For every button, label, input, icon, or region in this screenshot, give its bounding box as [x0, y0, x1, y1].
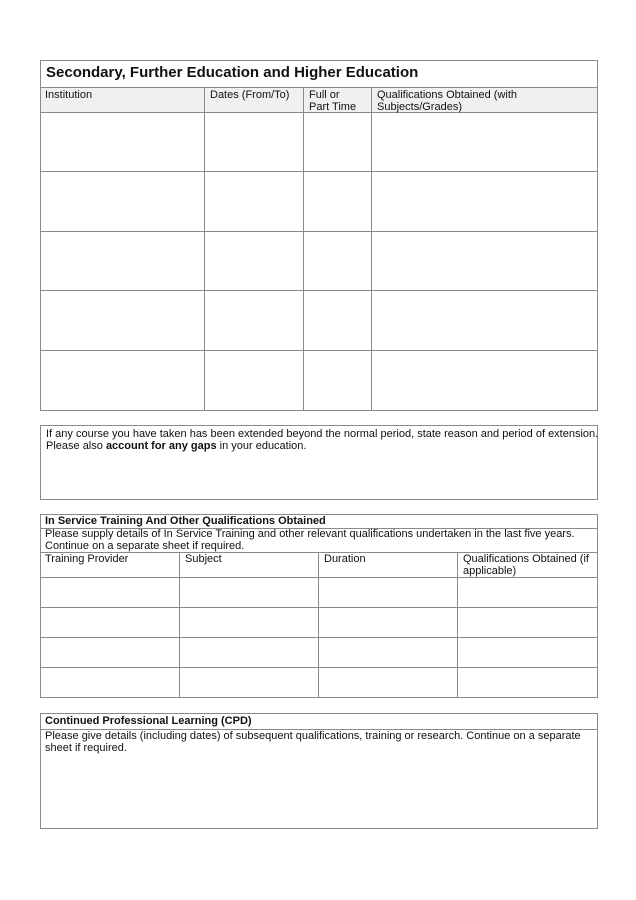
training-section-title: In Service Training And Other Qualifications Obtained: [45, 515, 326, 527]
training-table: [40, 514, 598, 698]
header-subject: Subject: [185, 553, 222, 565]
training-row-3-subject[interactable]: [180, 638, 317, 667]
header-qualifications-line2: applicable): [463, 565, 517, 577]
header-qualifications-line2: Subjects/Grades): [377, 101, 462, 113]
education-row-2-dates[interactable]: [205, 172, 302, 231]
training-row-2-duration[interactable]: [319, 608, 456, 637]
gaps-line2-bold: account for any gaps: [105, 440, 217, 452]
training-row-1-provider[interactable]: [41, 578, 178, 607]
education-row-4-qualifications[interactable]: [372, 291, 597, 350]
header-qualifications-line1: Qualifications Obtained (with: [377, 89, 518, 101]
education-row-2-qualifications[interactable]: [372, 172, 597, 231]
education-row-3-institution[interactable]: [41, 232, 203, 290]
gaps-instruction-line2: [46, 440, 306, 453]
header-training-provider: Training Provider: [45, 553, 129, 565]
cpd-instructions-line1: Please give details (including dates) of subsequent qualifications, training or research. Continue on a separate: [45, 730, 581, 742]
training-row-1-subject[interactable]: [180, 578, 317, 607]
gaps-instruction-line1: If any course you have taken has been extended beyond the normal period, state reason and period of extension.: [46, 428, 599, 440]
training-row-4-qualifications[interactable]: [458, 668, 597, 697]
training-row-1-qualifications[interactable]: [458, 578, 597, 607]
education-row-3-qualifications[interactable]: [372, 232, 597, 290]
cpd-section: [40, 713, 598, 829]
education-row-3-dates[interactable]: [205, 232, 302, 290]
training-row-4-subject[interactable]: [180, 668, 317, 697]
training-row-4-provider[interactable]: [41, 668, 178, 697]
training-row-4-duration[interactable]: [319, 668, 456, 697]
education-row-1-institution[interactable]: [41, 113, 203, 171]
cpd-details-field[interactable]: [44, 757, 592, 825]
education-row-4-institution[interactable]: [41, 291, 203, 350]
education-row-2-institution[interactable]: [41, 172, 203, 231]
education-row-1-full-part[interactable]: [304, 113, 370, 171]
education-table: [40, 60, 598, 411]
header-qualifications-line1: Qualifications Obtained (if: [463, 553, 589, 565]
education-row-2-full-part[interactable]: [304, 172, 370, 231]
gaps-explanation-field[interactable]: [45, 456, 593, 496]
divider: [40, 87, 598, 88]
education-row-5-dates[interactable]: [205, 351, 302, 410]
education-row-5-full-part[interactable]: [304, 351, 370, 410]
education-row-4-dates[interactable]: [205, 291, 302, 350]
education-gaps-box: [40, 425, 598, 500]
training-row-3-provider[interactable]: [41, 638, 178, 667]
education-row-5-institution[interactable]: [41, 351, 203, 410]
training-row-2-qualifications[interactable]: [458, 608, 597, 637]
training-row-1-duration[interactable]: [319, 578, 456, 607]
education-row-3-full-part[interactable]: [304, 232, 370, 290]
training-row-2-provider[interactable]: [41, 608, 178, 637]
header-full-part-line1: Full or: [309, 89, 340, 101]
education-row-4-full-part[interactable]: [304, 291, 370, 350]
header-institution: Institution: [45, 89, 93, 101]
education-section-title: Secondary, Further Education and Higher Education: [46, 64, 419, 81]
education-row-1-qualifications[interactable]: [372, 113, 597, 171]
cpd-section-title: Continued Professional Learning (CPD): [45, 715, 252, 727]
training-row-3-qualifications[interactable]: [458, 638, 597, 667]
training-row-2-subject[interactable]: [180, 608, 317, 637]
header-duration: Duration: [324, 553, 366, 565]
training-row-3-duration[interactable]: [319, 638, 456, 667]
education-row-1-dates[interactable]: [205, 113, 302, 171]
gaps-line2-prefix: Please also: [46, 440, 106, 452]
training-instructions-line1: Please supply details of In Service Training and other relevant qualifications undertaken in the last five years.: [45, 528, 575, 540]
header-full-part-line2: Part Time: [309, 101, 357, 113]
training-instructions-line2: Continue on a separate sheet if required.: [45, 540, 245, 552]
header-dates: Dates (From/To): [210, 89, 290, 101]
gaps-line2-suffix: in your education.: [216, 440, 307, 452]
education-row-5-qualifications[interactable]: [372, 351, 597, 410]
cpd-instructions-line2: sheet if required.: [45, 742, 127, 754]
